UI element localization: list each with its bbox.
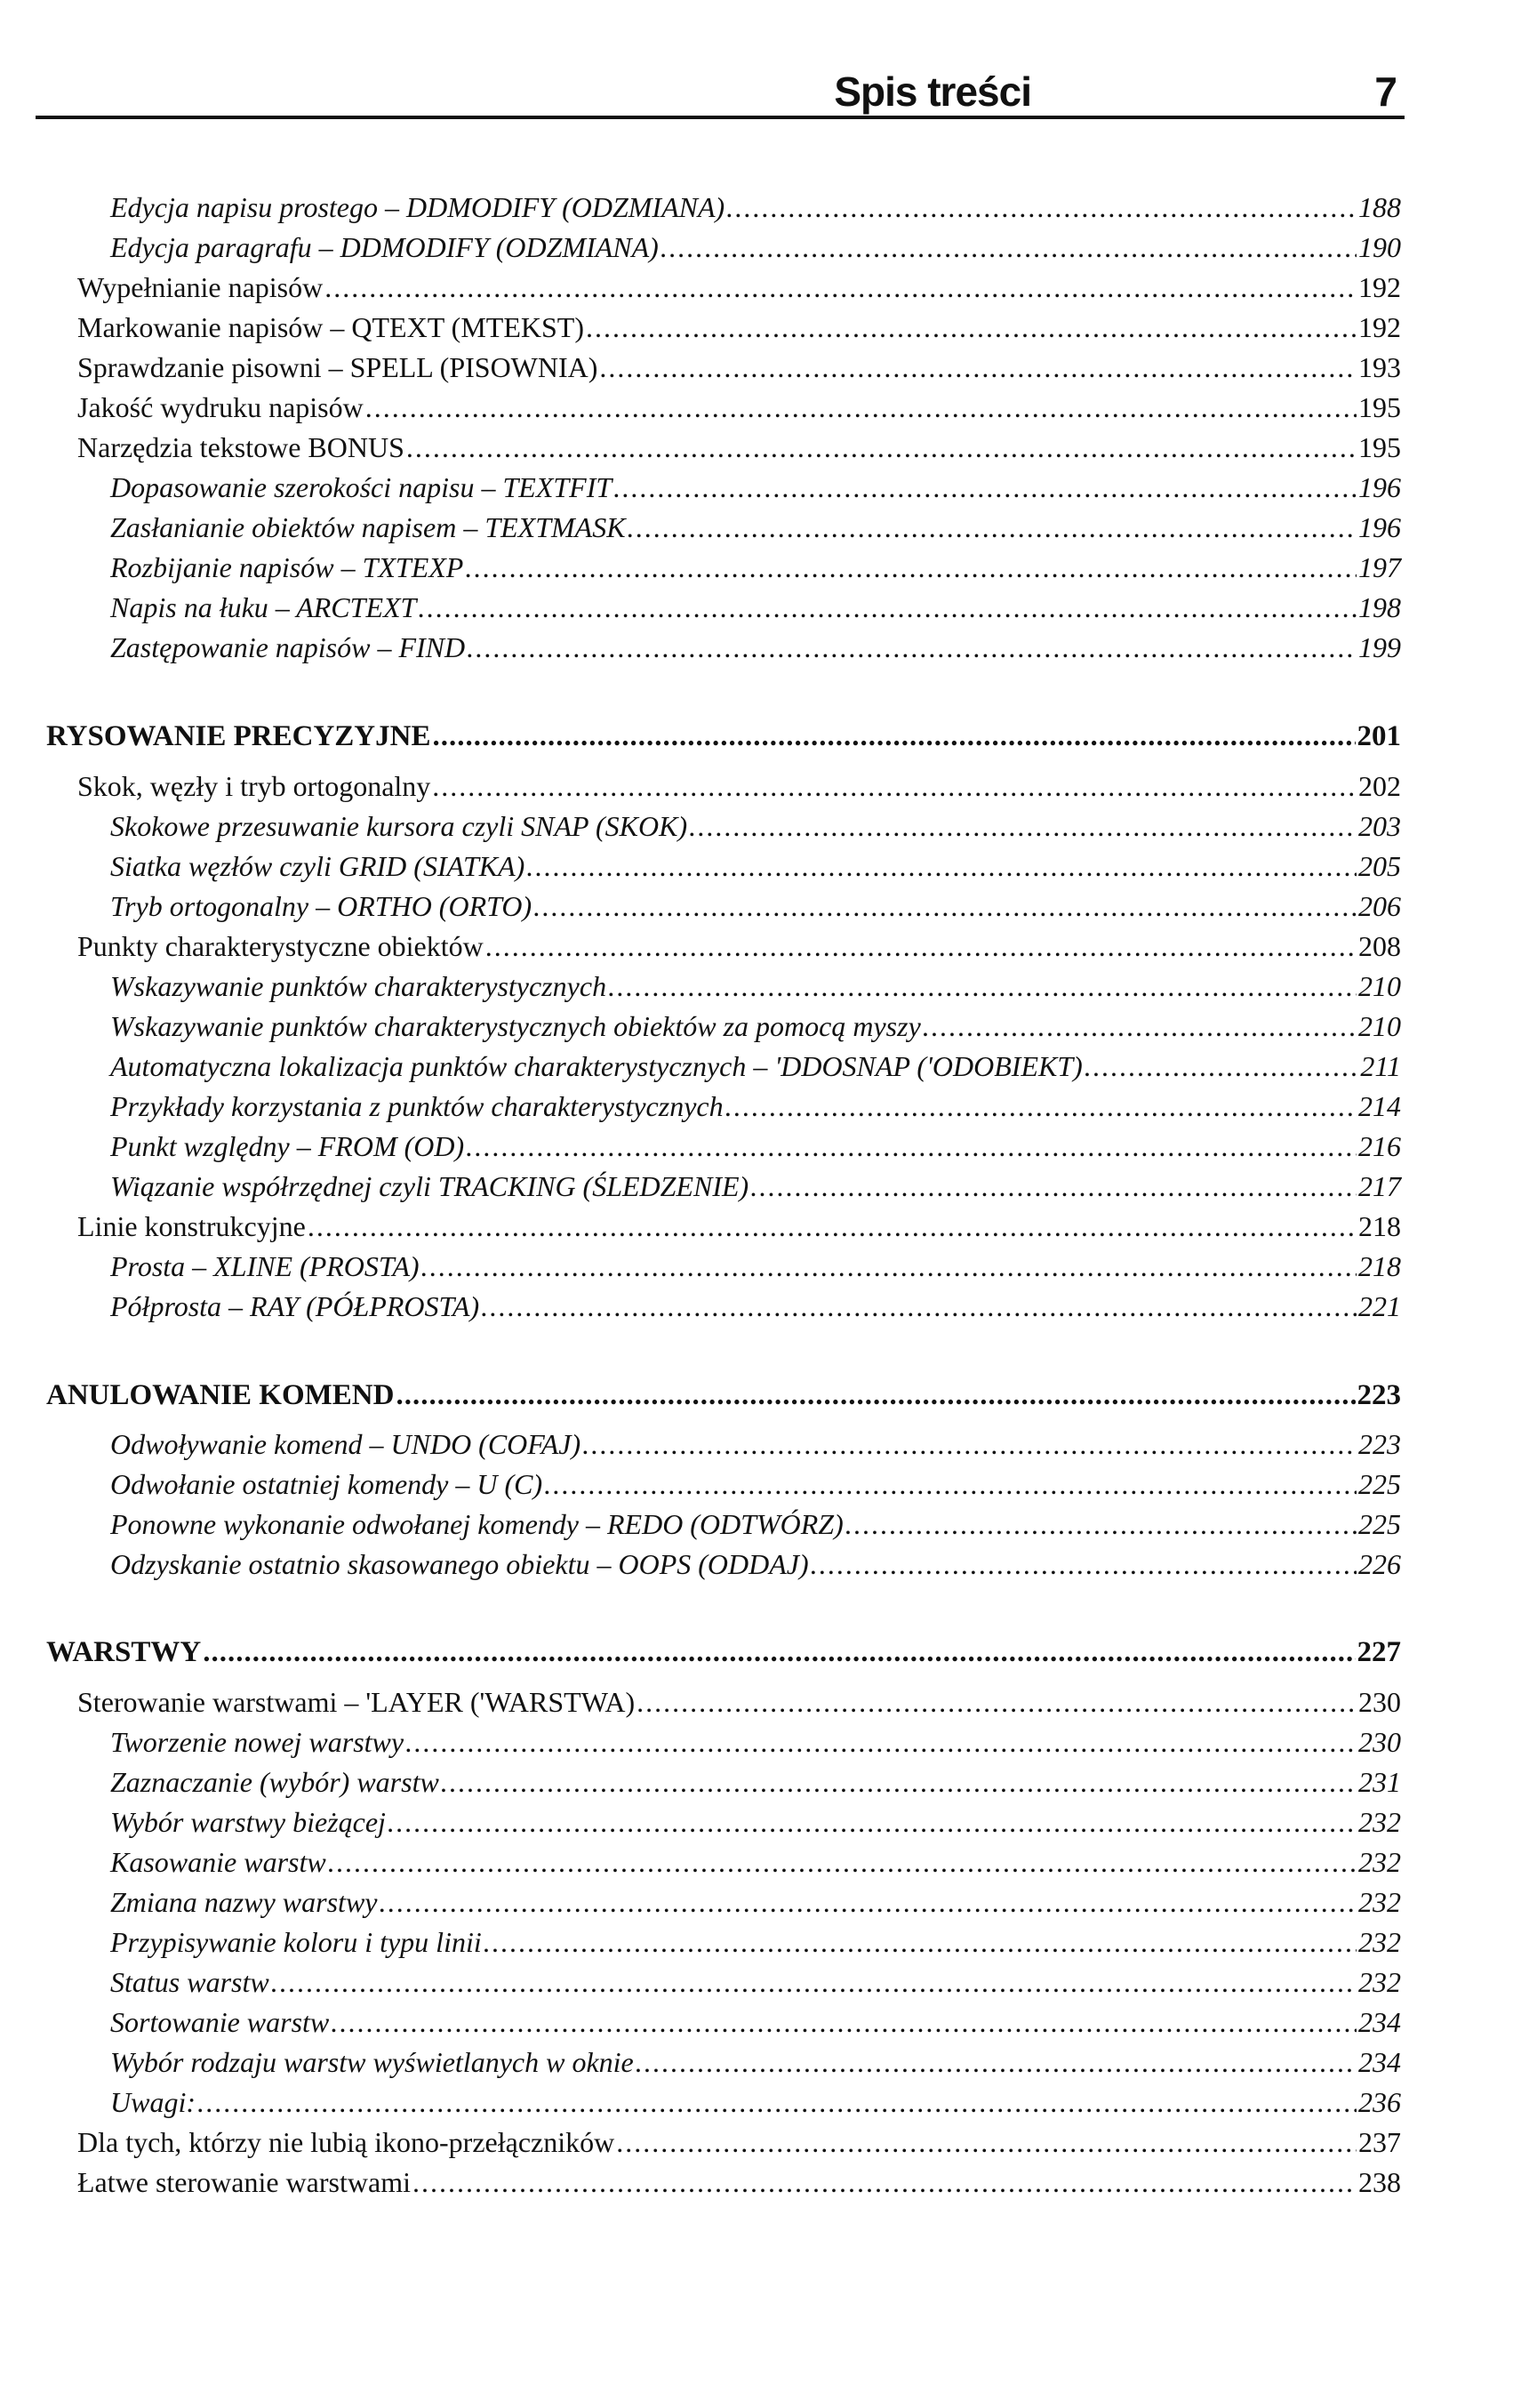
toc-entry [110,513,1401,542]
toc-entry-title: Wypełnianie napisów [77,271,324,303]
toc-entry-title: Wskazywanie punktów charakterystycznych [110,970,607,1002]
toc-entry-title: Tworzenie nowej warstwy [110,1726,404,1758]
toc-entry [110,1728,1401,1756]
toc-entry [110,1968,1401,1996]
toc-entry [110,1888,1401,1916]
toc-entry-title: Skokowe przesuwanie kursora czyli SNAP (SKOK) [110,810,688,842]
toc-entry-page: 205 [1358,850,1401,882]
toc-entry-page: 210 [1358,1010,1401,1042]
toc-entry [110,1768,1401,1796]
toc-entry [110,1012,1401,1040]
toc-entry [77,433,1401,462]
toc-entry-title: RYSOWANIE PRECYZYJNE [46,720,431,752]
toc-entry [110,1132,1401,1160]
toc-entry [110,812,1401,840]
toc-entry-page: 216 [1358,1130,1401,1162]
toc-entry-title: Wskazywanie punktów charakterystycznych obiektów za pomocą myszy [110,1010,921,1042]
toc-entry-page: 197 [1358,551,1401,583]
toc-entry [110,1430,1401,1458]
toc-entry [77,313,1401,341]
toc-entry-page: 232 [1358,1846,1401,1878]
toc-entry-title: Ponowne wykonanie odwołanej komendy – REDO (ODTWÓRZ) [110,1508,844,1540]
toc-entry-page: 192 [1358,311,1401,343]
toc-entry-title: Uwagi: [110,2086,196,2118]
toc-entry-title: Markowanie napisów – QTEXT (MTEKST) [77,311,584,343]
toc-entry [77,2168,1401,2196]
toc-entry [110,1292,1401,1320]
toc-entry-title: Sterowanie warstwami – 'LAYER ('WARSTWA) [77,1686,636,1718]
toc-entry-title: Odwołanie ostatniej komendy – U (C) [110,1468,543,1500]
toc-entry-page: 225 [1358,1468,1401,1500]
toc-entry [110,1928,1401,1956]
toc-entry-page: 230 [1358,1726,1401,1758]
toc-entry-title: Wybór warstwy bieżącej [110,1806,386,1838]
toc-entry-title: Tryb ortogonalny – ORTHO (ORTO) [110,890,532,922]
toc-entry [77,393,1401,421]
toc-entry [77,1212,1401,1240]
toc-entry-page: 210 [1358,970,1401,1002]
toc-entry [77,772,1401,800]
toc-entry-page: 221 [1358,1290,1401,1322]
toc-entry-page: 199 [1358,631,1401,663]
toc-entry-page: 203 [1358,810,1401,842]
toc-entry [110,473,1401,502]
toc-entry-title: Odwoływanie komend – UNDO (COFAJ) [110,1428,581,1460]
toc-entry-title: Jakość wydruku napisów [77,391,364,423]
toc-entry-page: 196 [1358,471,1401,503]
toc-entry [110,1510,1401,1538]
toc-entry [110,2008,1401,2036]
toc-entry-title: Zastępowanie napisów – FIND [110,631,466,663]
toc-entry-page: 190 [1358,231,1401,263]
toc-entry-page: 230 [1358,1686,1401,1718]
toc-entry-page: 196 [1358,511,1401,543]
toc-entry-title: Przykłady korzystania z punktów charakterystycznych [110,1090,724,1122]
toc-entry [110,1470,1401,1498]
toc-section-heading [46,1381,1401,1410]
toc-entry-title: ANULOWANIE KOMEND [46,1379,395,1411]
toc-entry-page: 192 [1358,271,1401,303]
toc-entry-title: Rozbijanie napisów – TXTEXP [110,551,464,583]
toc-entry-page: 195 [1358,431,1401,463]
toc-entry [110,553,1401,582]
toc-entry-title: Skok, węzły i tryb ortogonalny [77,770,431,802]
toc-entry-title: Zaznaczanie (wybór) warstw [110,1766,439,1798]
toc-entry-page: 232 [1358,1886,1401,1918]
toc-entry-title: Kasowanie warstw [110,1846,326,1878]
toc-entry [110,2088,1401,2116]
toc-section-heading [46,722,1401,751]
toc-entry-title: Prosta – XLINE (PROSTA) [110,1250,420,1282]
toc-entry [110,1550,1401,1578]
toc-entry-page: 225 [1358,1508,1401,1540]
toc-entry-page: 211 [1360,1050,1401,1082]
toc-entry-page: 214 [1358,1090,1401,1122]
toc-entry-page: 201 [1357,720,1401,752]
toc-entry [110,1172,1401,1200]
header-page-number: 7 [1374,68,1397,115]
toc-entry-page: 188 [1358,191,1401,223]
toc-entry [110,1052,1401,1080]
toc-entry-title: Punkty charakterystyczne obiektów [77,930,484,962]
toc-entry-page: 202 [1358,770,1401,802]
toc-entry-page: 232 [1358,1806,1401,1838]
toc-entry-title: Siatka węzłów czyli GRID (SIATKA) [110,850,525,882]
toc-entry-page: 195 [1358,391,1401,423]
toc-entry-page: 218 [1358,1210,1401,1242]
toc-entry [77,932,1401,960]
toc-entry [77,2128,1401,2156]
toc-entry-page: 234 [1358,2046,1401,2078]
toc-entry [110,633,1401,662]
toc-entry-page: 232 [1358,1926,1401,1958]
toc-entry [110,892,1401,920]
toc-entry-title: Edycja paragrafu – DDMODIFY (ODZMIANA) [110,231,659,263]
toc-entry [110,593,1401,622]
toc-entry-title: Sortowanie warstw [110,2006,330,2038]
toc-entry-title: Dopasowanie szerokości napisu – TEXTFIT [110,471,612,503]
toc-entry-title: Automatyczna lokalizacja punktów charakterystycznych – 'DDOSNAP ('ODOBIEKT) [110,1050,1083,1082]
toc-entry-title: Sprawdzanie pisowni – SPELL (PISOWNIA) [77,351,598,383]
toc-entry-title: Przypisywanie koloru i typu linii [110,1926,482,1958]
toc-entry [110,233,1401,261]
toc-entry-title: Linie konstrukcyjne [77,1210,306,1242]
toc-section-heading [46,1638,1401,1667]
toc-entry [110,1252,1401,1280]
toc-entry [77,353,1401,381]
toc-entry-page: 237 [1358,2126,1401,2158]
toc-entry-title: Edycja napisu prostego – DDMODIFY (ODZMIANA) [110,191,725,223]
toc-entry-page: 232 [1358,1966,1401,1998]
toc-entry-page: 208 [1358,930,1401,962]
toc-entry-page: 223 [1357,1379,1401,1411]
toc-entry-title: Napis na łuku – ARCTEXT [110,591,417,623]
toc-entry-page: 234 [1358,2006,1401,2038]
toc-entry-page: 193 [1358,351,1401,383]
toc-entry [110,1092,1401,1120]
toc-entry [110,1848,1401,1876]
toc-entry [110,852,1401,880]
toc-entry [77,273,1401,301]
toc-entry-page: 217 [1358,1170,1401,1202]
toc-entry [110,2048,1401,2076]
toc-entry-title: Status warstw [110,1966,269,1998]
toc-entry-title: Łatwe sterowanie warstwami [77,2166,411,2198]
toc-entry-page: 236 [1358,2086,1401,2118]
toc-entry-page: 238 [1358,2166,1401,2198]
toc-entry-title: Zasłanianie obiektów napisem – TEXTMASK [110,511,626,543]
toc-entry-page: 226 [1358,1548,1401,1580]
toc-entry-title: Dla tych, którzy nie lubią ikono-przełączników [77,2126,615,2158]
toc-entry-page: 198 [1358,591,1401,623]
toc-entry-title: Narzędzia tekstowe BONUS [77,431,404,463]
toc-entry-title: Zmiana nazwy warstwy [110,1886,378,1918]
toc-entry-title: Półprosta – RAY (PÓŁPROSTA) [110,1290,480,1322]
toc-entry [77,1688,1401,1716]
toc-entry-title: Punkt względny – FROM (OD) [110,1130,465,1162]
toc-entry-page: 223 [1358,1428,1401,1460]
toc-entry-page: 206 [1358,890,1401,922]
toc-entry [110,972,1401,1000]
toc-entry-title: Wiązanie współrzędnej czyli TRACKING (ŚLEDZENIE) [110,1170,749,1202]
toc-entry-title: WARSTWY [46,1636,202,1668]
toc-entry [110,193,1401,221]
toc-entry [110,1808,1401,1836]
toc-entry-page: 218 [1358,1250,1401,1282]
toc-entry-page: 231 [1358,1766,1401,1798]
toc-entry-page: 227 [1357,1636,1401,1668]
header-title: Spis treści [834,68,1031,115]
toc-entry-title: Odzyskanie ostatnio skasowanego obiektu – OOPS (ODDAJ) [110,1548,809,1580]
toc-entry-title: Wybór rodzaju warstw wyświetlanych w oknie [110,2046,634,2078]
